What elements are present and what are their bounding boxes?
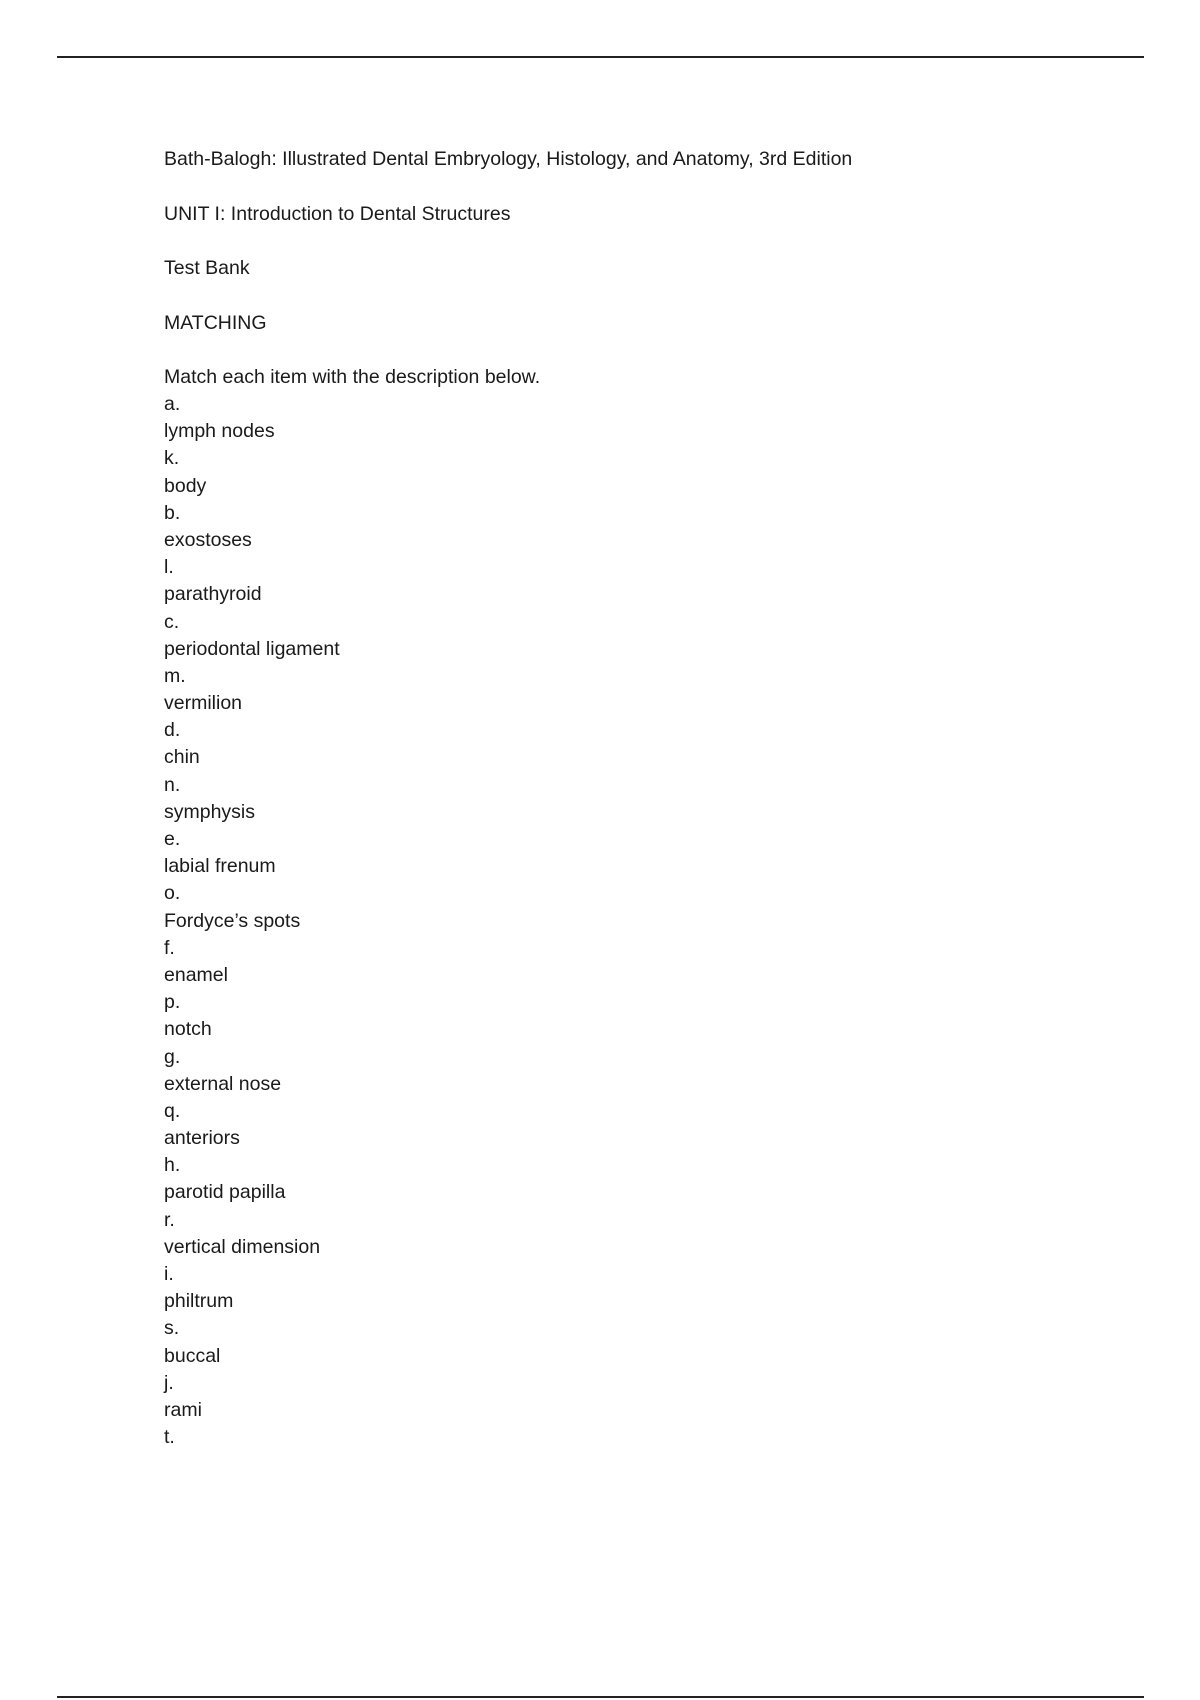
list-item: h. [164,1154,181,1177]
list-item: r. [164,1208,175,1231]
list-item: external nose [164,1072,282,1095]
list-item: lymph nodes [164,420,275,443]
list-item: buccal [164,1344,221,1367]
list-item: b. [164,501,181,524]
list-item: notch [164,1018,212,1041]
list-item: p. [164,991,181,1014]
list-item: philtrum [164,1290,234,1313]
list-item: body [164,474,207,497]
test-bank-label: Test Bank [164,257,250,279]
list-item: d. [164,719,181,742]
list-item: k. [164,447,180,470]
list-item: c. [164,610,180,633]
list-item: anteriors [164,1127,240,1150]
list-item: t. [164,1426,175,1449]
list-item: Fordyce’s spots [164,909,301,932]
list-item: l. [164,556,174,579]
list-item: exostoses [164,528,252,551]
list-item: j. [164,1371,174,1394]
list-item: s. [164,1317,180,1340]
document-title: Bath-Balogh: Illustrated Dental Embryology, Histology, and Anatomy, 3rd Edition [164,148,853,170]
list-item: f. [164,936,175,959]
list-item: q. [164,1099,181,1122]
list-item: g. [164,1045,181,1068]
matching-list [164,391,1064,1451]
list-item: periodontal ligament [164,637,340,660]
list-item: parathyroid [164,583,262,606]
section-heading: MATCHING [164,311,267,334]
unit-heading: UNIT I: Introduction to Dental Structures [164,202,511,225]
top-rule [57,56,1144,58]
list-item: i. [164,1263,174,1285]
list-item: parotid papilla [164,1181,286,1204]
list-item: labial frenum [164,855,276,878]
list-item: vertical dimension [164,1235,321,1258]
list-item: a. [164,393,181,415]
list-item: o. [164,882,181,905]
list-item: n. [164,773,181,796]
bottom-rule [57,1696,1144,1698]
list-item: e. [164,828,181,850]
matching-instruction: Match each item with the description below. [164,366,541,388]
list-item: enamel [164,963,228,986]
list-item: chin [164,746,200,769]
list-item: vermilion [164,692,243,715]
document-body [164,146,1064,1451]
list-item: symphysis [164,800,256,823]
list-item: m. [164,664,186,687]
list-item: rami [164,1398,202,1421]
